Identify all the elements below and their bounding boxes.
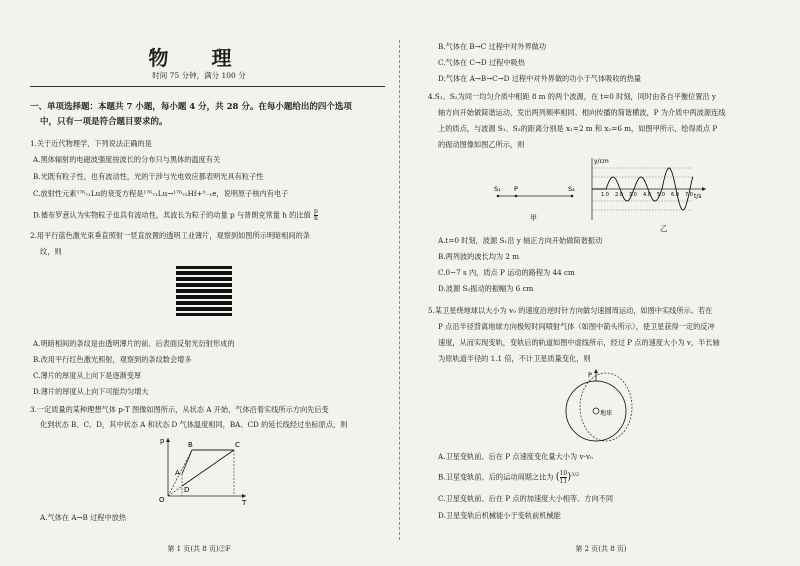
left-page-footer: 第 1 页(共 8 页)②F (167, 545, 231, 553)
svg-text:P: P (588, 371, 592, 379)
q4-stem-4: 的振动图像如图乙所示，则 (438, 140, 525, 149)
q2-option-a: A.明暗相间的条纹是由透明薄片的前、后表面反射光衍射形成的 (33, 339, 235, 348)
q5-stem-1: 5.某卫星绕地球以大小为 v₀ 的速度沿逆时针方向做匀速圆周运动，如图中实线所示。若在 (428, 306, 713, 315)
tick-label: 6.0 (671, 192, 679, 198)
q5-option-b: B.卫星变轨前、后的运动周期之比为 ( $\frac{10}{11}$ )$^{3/2}$ (438, 470, 580, 485)
svg-text:t/s: t/s (694, 193, 702, 200)
svg-text:A: A (175, 469, 180, 477)
tick-label: 1.0 (601, 192, 609, 198)
svg-text:T: T (242, 499, 247, 506)
q1-fraction: $\frac{p}{h}$ (314, 208, 318, 222)
title-rule (30, 86, 385, 87)
page-divider (399, 40, 400, 540)
vibration-graph-figure (582, 156, 712, 228)
q5-stem-4: 为原轨道半径的 1.1 倍，不计卫星质量变化，则 (438, 354, 591, 363)
tick-label: 4.0 (643, 192, 651, 198)
q1-option-a: A.黑体辐射的电磁波强度按波长的分布只与黑体的温度有关 (33, 155, 221, 164)
q5-stem-2: P 点沿半径背离地球方向极短时间喷射气体（如图中箭头所示），使卫星获得一定的反冲 (438, 322, 715, 331)
q4-stem-2: 轴方向开始做简谐运动，发出两列频率相同、相向传播的简谐横波，P 为介质中两波源连线 (438, 108, 726, 117)
q2-option-d: D.薄片的厚度从上向下可能均匀增大 (33, 387, 149, 396)
figure-yi-label: 乙 (660, 224, 668, 233)
q4-option-a: A.t=0 时刻，波源 S₁沿 y 轴正方向开始做简谐振动 (438, 236, 603, 245)
svg-text:B: B (188, 441, 193, 449)
svg-text:y/cm: y/cm (594, 158, 609, 165)
q4-stem-3: 上的质点，与波源 S₁、S₂的距离分别是 x₁=2 m 和 x₂=6 m，如图甲所示，绘得质点 P (438, 124, 718, 133)
q4-option-c: C.0~7 s 内，质点 P 运动的路程为 44 cm (438, 268, 575, 277)
q5-option-b-text: B.卫星变轨前、后的运动周期之比为 (438, 472, 554, 482)
q2-option-c: C.薄片的厚度从上向下是逐渐变厚 (33, 371, 142, 380)
svg-text:S₂: S₂ (568, 185, 575, 193)
q1-option-d (33, 209, 318, 222)
q2-option-b: B.改用平行红色激光照射，观察到的条纹数会增多 (33, 355, 192, 364)
exam-title: 物 理 (148, 46, 250, 70)
q1-option-c: C.放射性元素¹⁷⁶₇₁Lu的衰变方程是¹⁷⁶₇₁Lu→¹⁷⁶₇₂Hf+⁰₋₁e，说明原子核内有电子 (33, 189, 289, 198)
svg-text:p: p (160, 437, 165, 445)
tick-label: 2.0 (615, 192, 623, 198)
q5-fraction: $\frac{10}{11}$ (559, 470, 568, 485)
interference-fringes-figure (176, 266, 232, 316)
q3-stem: 3.一定质量的某种理想气体 p-T 图像如图所示，从状态 A 开始，气体沿着实线所示方向先后变 (30, 405, 329, 414)
svg-text:地球: 地球 (600, 410, 613, 417)
q3-option-c: C.气体在 C→D 过程中吸热 (438, 58, 525, 67)
q2-stem: 2.用平行蓝色激光束垂直照射一竖直放置的透明工业薄片，观察到如图所示明暗相间的条 (30, 231, 310, 240)
svg-text:P: P (514, 185, 518, 193)
q5-stem-3: 速度，从而实现变轨，变轨后的轨道如图中虚线所示，经过 P 点的速度大小为 v，半长轴 (438, 338, 720, 347)
q4-option-b: B.两列波的波长均为 2 m (438, 252, 520, 261)
q3-stem-cont: 化到状态 B、C、D，其中状态 A 和状态 D 气体温度相同，BA、CD 的延长线经过坐标原点，则 (40, 420, 348, 429)
q1-option-b: B.光既有粒子性，也有波动性，光的干涉与光电效应都表明光具有粒子性 (33, 172, 264, 181)
q2-stem-cont: 纹，则 (40, 247, 62, 256)
right-page (402, 0, 800, 566)
q3-option-a: A.气体在 A→B 过程中放热 (40, 513, 127, 522)
figure-jia-label: 甲 (530, 214, 537, 222)
q5-option-c: C.卫星变轨前、后在 P 点的加速度大小相等、方向不同 (438, 494, 614, 503)
tick-label: 3.0 (629, 192, 637, 198)
svg-text:O: O (159, 496, 165, 504)
tick-label: 5.0 (657, 192, 665, 198)
orbit-figure (562, 367, 642, 447)
pt-graph-figure (150, 434, 250, 506)
q4-stem-1: 4.S₁、S₂为同一均匀介质中相距 8 m 的两个波源，在 t=0 时刻，同时由各自平衡位置沿 y (428, 92, 716, 101)
q1-stem: 1.关于近代物理学，下列说法正确的是 (30, 139, 152, 148)
q1-option-d-text: D.德布罗意认为实物粒子也具有波动性，其波长为粒子的动量 p 与普朗克常量 h 的比值 (33, 210, 311, 220)
svg-text:D: D (184, 486, 190, 494)
q5-exponent: 3/2 (571, 472, 580, 479)
exam-subtitle: 时间 75 分钟，满分 100 分 (152, 71, 246, 80)
q5-option-a: A.卫星变轨前、后在 P 点速度变化量大小为 v-v₀ (438, 452, 593, 461)
section1-heading-cont: 中，只有一项是符合题目要求的。 (40, 117, 168, 127)
svg-text:C: C (235, 441, 240, 449)
svg-text:S₁: S₁ (494, 185, 501, 193)
left-page (0, 0, 398, 566)
q5-option-d: D.卫星变轨后机械能小于变轨前机械能 (438, 511, 561, 520)
q3-option-b: B.气体在 B→C 过程中对外界做功 (438, 42, 547, 51)
q4-option-d: D.波源 S₂振动的振幅为 6 cm (438, 284, 534, 293)
tick-label: 7.0 (685, 192, 693, 198)
q3-option-d: D.气体在 A→B→C→D 过程中对外界做的功小于气体吸收的热量 (438, 74, 642, 83)
right-page-footer: 第 2 页(共 8 页) (575, 545, 627, 553)
section1-heading: 一、单项选择题：本题共 7 小题，每小题 4 分，共 28 分。在每小题给出的四个选项 (30, 102, 352, 112)
wave-sources-figure (492, 176, 582, 226)
